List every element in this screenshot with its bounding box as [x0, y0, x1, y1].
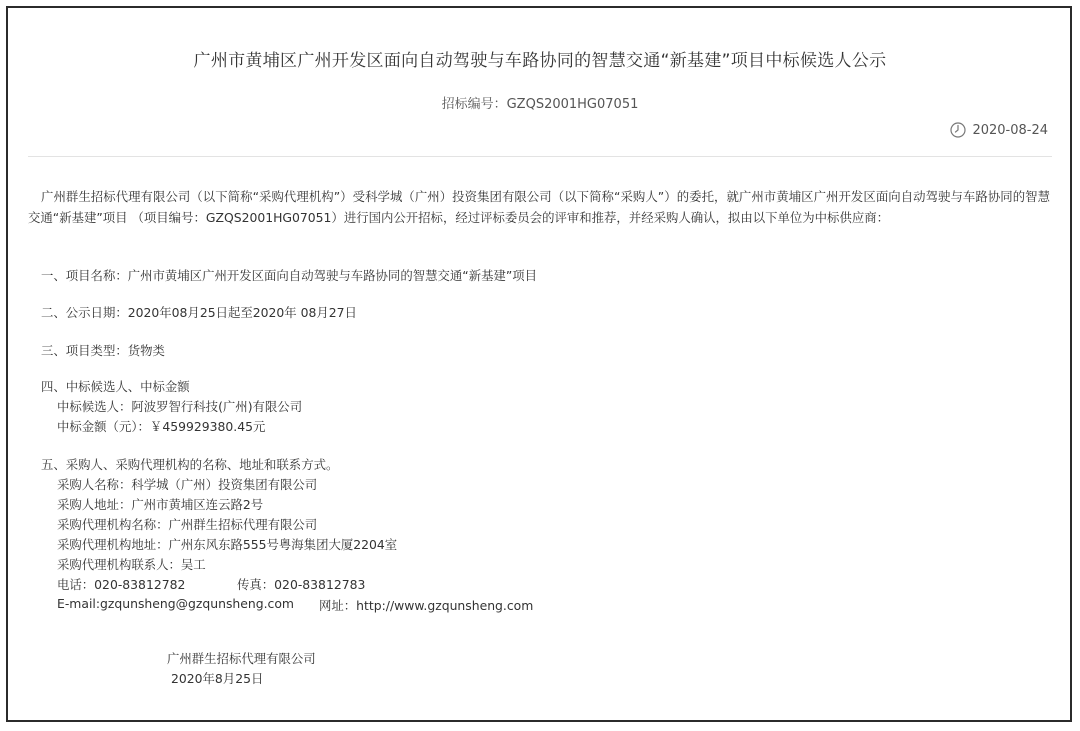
agency-name: 采购代理机构名称：广州群生招标代理有限公司 [57, 517, 318, 532]
notice-frame [6, 6, 1072, 722]
clock-icon [950, 122, 966, 138]
intro-paragraph: 广州群生招标代理有限公司（以下简称“采购代理机构”）受科学城（广州）投资集团有限公司（以下简称“采购人”）的委托，就广州市黄埔区广州开发区面向自动驾驶与车路协同的智慧交通“新基建”项目 （项目编号：GZQS2001HG07051）进行国内公开招标，经过评标委员会的评审和推荐，并经采购人确认，拟由以下单位为中标供应商： [28, 189, 1050, 225]
section-announcement-date: 二、公示日期：2020年08月25日起至2020年 08月27日 [41, 305, 357, 320]
section-project-type: 三、项目类型：货物类 [41, 343, 165, 358]
section-project-name: 一、项目名称：广州市黄埔区广州开发区面向自动驾驶与车路协同的智慧交通“新基建”项目 [41, 268, 538, 283]
bid-amount: 中标金额（元）：￥459929380.45元 [57, 419, 266, 434]
phone: 电话：020-83812782 [57, 577, 186, 592]
website-link[interactable]: 网址：http://www.gzqunsheng.com [319, 598, 534, 613]
publish-date [950, 122, 1048, 138]
notice-content [28, 186, 1050, 228]
email-link[interactable]: E-mail:gzqunsheng@gzqunsheng.com [57, 596, 294, 611]
buyer-name: 采购人名称：科学城（广州）投资集团有限公司 [57, 477, 318, 492]
signature-date: 2020年8月25日 [171, 671, 264, 686]
agency-contact: 采购代理机构联系人：吴工 [57, 557, 206, 572]
signature-company: 广州群生招标代理有限公司 [167, 651, 316, 666]
divider [28, 156, 1052, 157]
section-contact-heading: 五、采购人、采购代理机构的名称、地址和联系方式。 [41, 457, 339, 472]
agency-address: 采购代理机构地址：广州东风东路555号粤海集团大厦2204室 [57, 537, 398, 552]
buyer-address: 采购人地址：广州市黄埔区连云路2号 [57, 497, 264, 512]
bid-number: 招标编号：GZQS2001HG07051 [441, 97, 639, 112]
fax: 传真：020-83812783 [237, 577, 366, 592]
candidate-name: 中标候选人：阿波罗智行科技(广州)有限公司 [57, 399, 303, 414]
section-candidate-heading: 四、中标候选人、中标金额 [41, 379, 190, 394]
page-title: 广州市黄埔区广州开发区面向自动驾驶与车路协同的智慧交通“新基建”项目中标候选人公示 [193, 51, 887, 71]
publish-date-text: 2020-08-24 [972, 122, 1048, 138]
